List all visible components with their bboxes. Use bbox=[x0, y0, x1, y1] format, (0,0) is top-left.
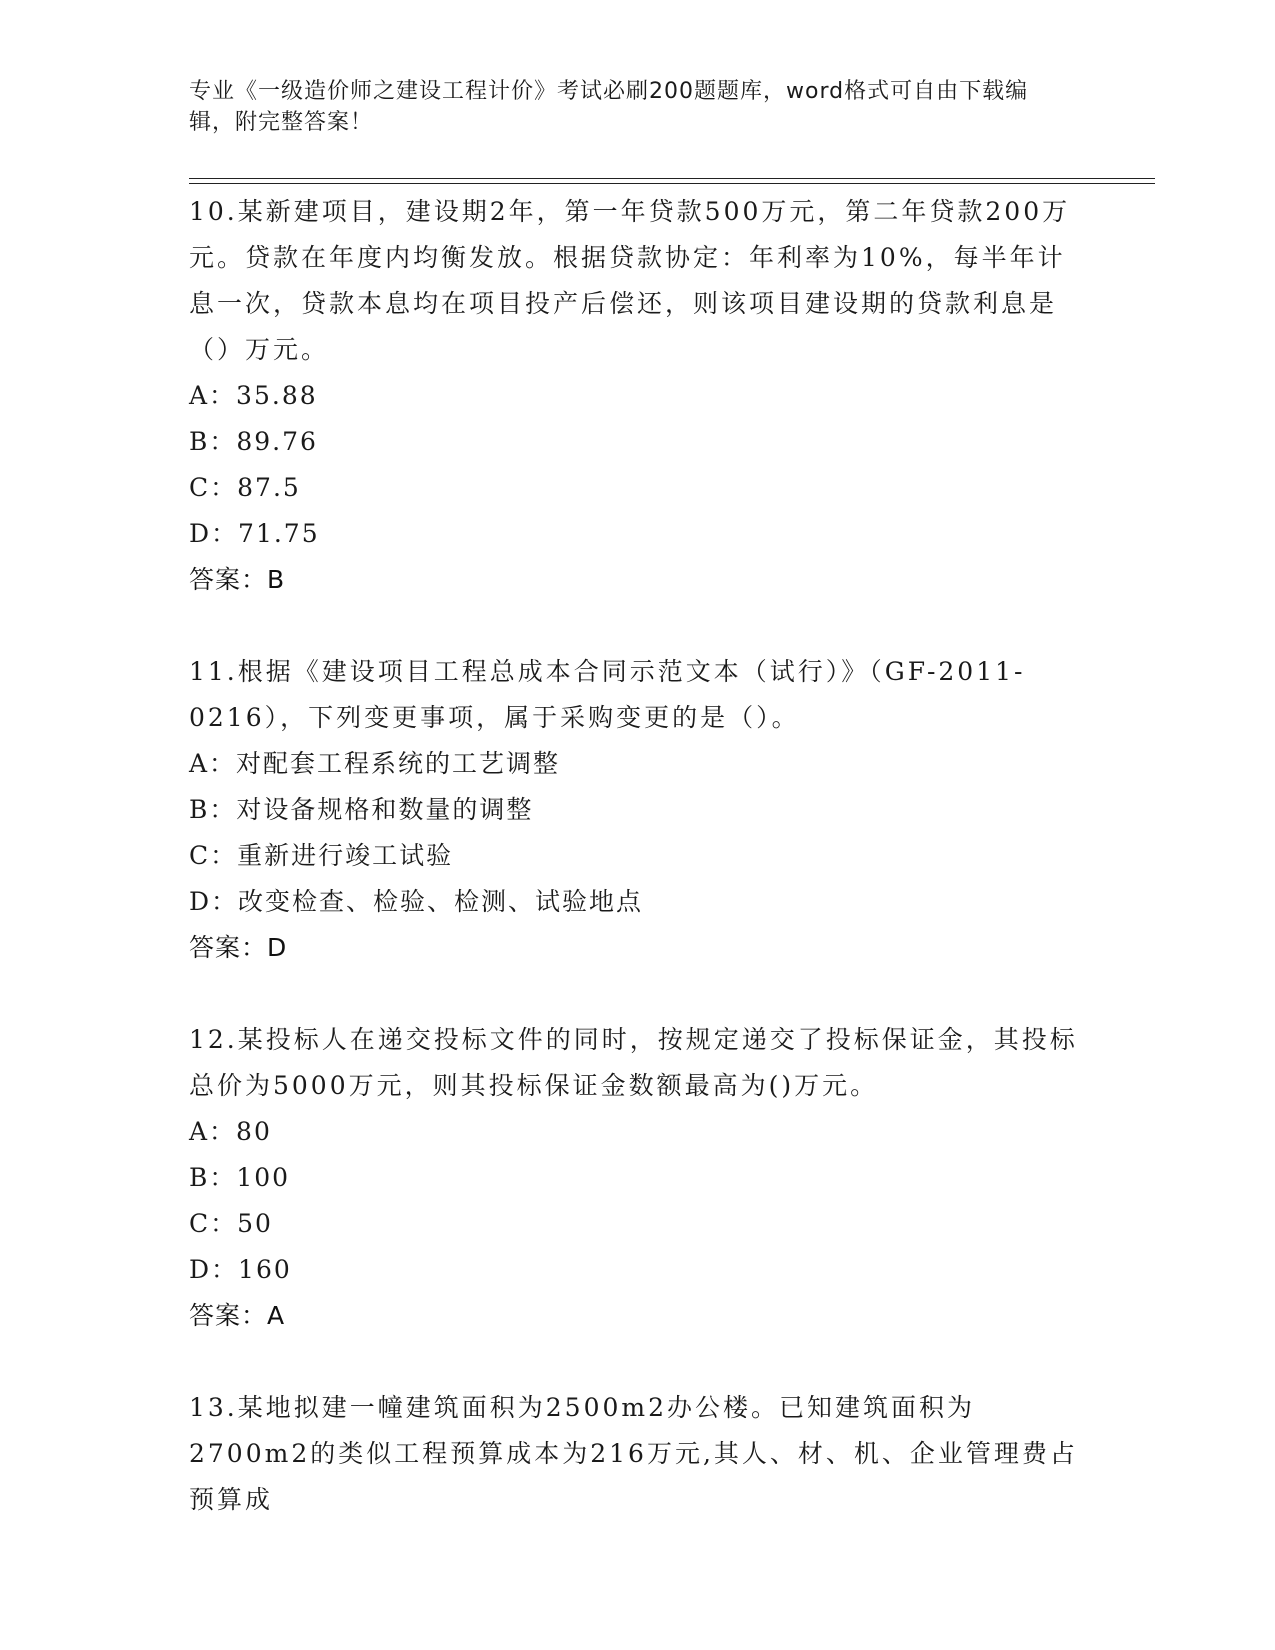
option-d: D：160 bbox=[189, 1255, 292, 1284]
document-header: 专业《一级造价师之建设工程计价》考试必刷200题题库，word格式可自由下载编辑，附完整答案！ bbox=[189, 79, 1029, 135]
question-list bbox=[189, 189, 1079, 1523]
option-a: A：对配套工程系统的工艺调整 bbox=[189, 749, 561, 778]
question-stem: 11.根据《建设项目工程总成本合同示范文本（试行）》（GF-2011-0216），下列变更事项，属于采购变更的是（）。 bbox=[189, 657, 1026, 732]
question-10 bbox=[189, 189, 1079, 603]
question-spacer bbox=[189, 603, 1079, 649]
question-stem: 12.某投标人在递交投标文件的同时，按规定递交了投标保证金，其投标总价为5000万元，则其投标保证金数额最高为()万元。 bbox=[189, 1025, 1078, 1100]
question-11 bbox=[189, 649, 1079, 971]
question-stem: 13.某地拟建一幢建筑面积为2500m2办公楼。已知建筑面积为2700m2的类似工程预算成本为216万元,其人、材、机、企业管理费占预算成 bbox=[189, 1393, 1078, 1514]
option-c: C：87.5 bbox=[189, 473, 301, 502]
question-spacer bbox=[189, 971, 1079, 1017]
answer-line: 答案：D bbox=[189, 933, 288, 962]
question-stem: 10.某新建项目，建设期2年，第一年贷款500万元，第二年贷款200万元。贷款在年度内均衡发放。根据贷款协定：年利率为10%，每半年计息一次，贷款本息均在项目投产后偿还，则该项目建设期的贷款利息是（）万元。 bbox=[189, 197, 1071, 364]
question-13 bbox=[189, 1385, 1079, 1523]
option-b: B：对设备规格和数量的调整 bbox=[189, 795, 534, 824]
option-a: A：80 bbox=[189, 1117, 272, 1146]
option-d: D：71.75 bbox=[189, 519, 320, 548]
option-a: A：35.88 bbox=[189, 381, 318, 410]
option-c: C：50 bbox=[189, 1209, 273, 1238]
answer-line: 答案：B bbox=[189, 565, 286, 594]
header-divider-bottom bbox=[189, 183, 1155, 184]
question-spacer bbox=[189, 1339, 1079, 1385]
question-12 bbox=[189, 1017, 1079, 1339]
option-b: B：100 bbox=[189, 1163, 291, 1192]
option-b: B：89.76 bbox=[189, 427, 318, 456]
option-d: D：改变检查、检验、检测、试验地点 bbox=[189, 887, 644, 916]
header-divider-top bbox=[189, 178, 1155, 179]
answer-line: 答案：A bbox=[189, 1301, 286, 1330]
option-c: C：重新进行竣工试验 bbox=[189, 841, 454, 870]
